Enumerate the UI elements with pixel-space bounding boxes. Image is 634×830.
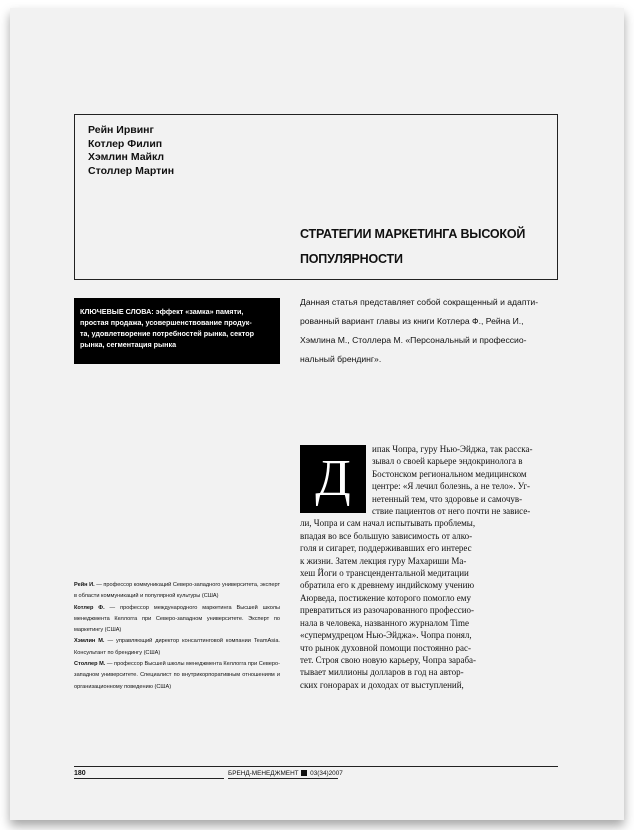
- body-line: «супермудрецом Нью-Эйджа». Чопра понял,: [300, 630, 472, 641]
- page-number: 180: [74, 770, 86, 777]
- body-line: впадая во все большую зависимость от алко-: [300, 530, 473, 541]
- bio-author-name: Столлер М.: [74, 661, 106, 668]
- author-name: Хэмлин Майкл: [88, 151, 165, 163]
- author-bio: [74, 636, 280, 659]
- bio-author-name: Хэмлин М.: [74, 638, 105, 645]
- bio-text: — профессор международного маркетинга Высшей школы менеджмента Келлогга при Северо-западном университете. Эксперт по маркетингу (США): [74, 604, 280, 634]
- body-line: хеш Йоги о трансцендентальной медитации: [300, 568, 469, 579]
- footer-rule: [74, 766, 558, 767]
- body-line: к жизни. Затем лекция гуру Махариши Ма-: [300, 555, 467, 566]
- title-line: ПОПУЛЯРНОСТИ: [300, 252, 403, 266]
- abstract-line: Данная статья представляет собой сокращенный и адапти-: [300, 297, 539, 307]
- author-bio: [74, 659, 280, 693]
- body-line: превратиться из разочарованного профессио-: [300, 605, 475, 616]
- bio-text: — профессор коммуникаций Северо-западного университета, эксперт в области коммуникаций и популярной культуры (США): [74, 582, 281, 600]
- body-line: нетенный тем, что здоровье и самочув-: [372, 493, 523, 504]
- body-line: нала в человека, названного журналом Time: [300, 617, 469, 628]
- body-line: ли, Чопра и сам начал испытывать проблемы,: [300, 518, 476, 529]
- journal-name: БРЕНД-МЕНЕДЖМЕНТ: [228, 770, 299, 777]
- abstract-line: нальный брендинг».: [300, 354, 382, 364]
- author-list: [88, 124, 174, 178]
- author-bio: [74, 603, 280, 637]
- drop-cap: Д: [300, 445, 366, 513]
- bio-text: — управляющий директор консалтинговой компании TeamAsia. Консультант по брендингу (США): [74, 638, 280, 656]
- body-line: Аюрведа, постижение которого помогло ему: [300, 592, 471, 603]
- body-line: обратила его к древнему индийскому учению: [300, 580, 475, 591]
- keywords-box: [74, 298, 280, 364]
- author-bios: [74, 580, 280, 693]
- journal-footer: [228, 768, 343, 779]
- body-line: что рынок духовной помощи постоянно рас-: [300, 642, 471, 653]
- author-name: Котлер Филип: [88, 137, 163, 150]
- square-bullet-icon: [301, 770, 307, 776]
- author-name: Рейн Ирвинг: [88, 124, 154, 136]
- author-name: Столлер Мартин: [88, 164, 175, 177]
- bio-author-name: Котлер Ф.: [74, 604, 105, 611]
- body-line: ских гонорарах и доходах от выступлений,: [300, 679, 464, 690]
- bio-author-name: Рейн И.: [74, 582, 95, 588]
- article-title: [300, 222, 540, 272]
- author-bio: [74, 580, 280, 603]
- body-line: голя и сигарет, поддерживавших его интерес: [300, 543, 472, 554]
- body-line: зывал о своей карьере эндокринолога в: [372, 456, 523, 467]
- keywords-line: рынка, сегментация рынка: [80, 340, 177, 349]
- body-line: центре: «Я лечил болезнь, а не тело». Уг-: [372, 481, 531, 492]
- article-body: [300, 443, 558, 691]
- body-line: тет. Строя свою новую карьеру, Чопра зараба-: [300, 654, 477, 665]
- keywords-line: простая продажа, усовершенствование продук-: [80, 318, 252, 327]
- bio-text: — профессор Высшей школы менеджмента Келлогга при Северо-западном университете. Специалист по внутрикорпоративным отношениям и организационному поведению (США): [74, 661, 280, 690]
- abstract-line: Хэмлина М., Столлера М. «Персональный и профессио-: [300, 335, 527, 345]
- keywords-line: та, удовлетворение потребностей рынка, сектор: [80, 329, 254, 338]
- journal-issue: 03(34)2007: [310, 770, 343, 777]
- title-line: СТРАТЕГИИ МАРКЕТИНГА ВЫСОКОЙ: [300, 227, 526, 241]
- body-line: ствие пациентов от него почти не зависе-: [372, 506, 531, 517]
- abstract-line: рованный вариант главы из книги Котлера Ф., Рейна И.,: [300, 316, 524, 326]
- abstract: [300, 293, 558, 369]
- body-line: Бостонском региональном медицинском: [372, 468, 527, 479]
- body-line: тывает миллионы долларов в год на автор-: [300, 667, 464, 678]
- keywords-line: КЛЮЧЕВЫЕ СЛОВА: эффект «замка» памяти,: [80, 307, 244, 316]
- body-line: ипак Чопра, гуру Нью-Эйджа, так расска-: [372, 444, 533, 454]
